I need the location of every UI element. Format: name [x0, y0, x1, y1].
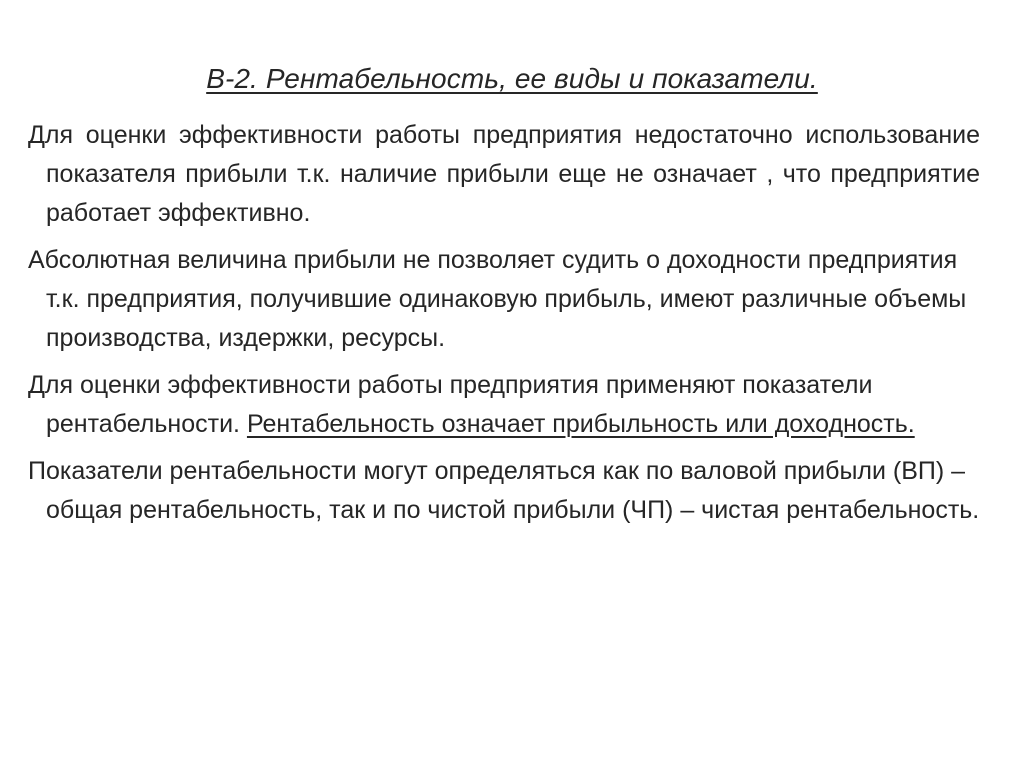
slide-body — [28, 116, 980, 538]
slide-title: В-2. Рентабельность, ее виды и показатели. — [206, 63, 818, 94]
paragraph-1: Для оценки эффективности работы предприятия недостаточно использование показателя прибыли т.к. наличие прибыли еще не означает , что предприятие работает эффективно. — [28, 121, 980, 227]
paragraph-3-text: Для оценки эффективности работы предприятия применяют показатели рентабельности. — [28, 371, 873, 438]
paragraph-2: Абсолютная величина прибыли не позволяет судить о доходности предприятия т.к. предприятия, получившие одинаковую прибыль, имеют различные объемы производства, издержки, ресурсы. — [28, 246, 967, 352]
paragraph-3 — [28, 366, 980, 444]
paragraph-4: Показатели рентабельности могут определяться как по валовой прибыли (ВП) – общая рентабельность, так и по чистой прибыли (ЧП) – чистая рентабельность. — [28, 457, 980, 524]
paragraph-3-underlined-definition: Рентабельность означает прибыльность или доходность. — [246, 410, 915, 438]
